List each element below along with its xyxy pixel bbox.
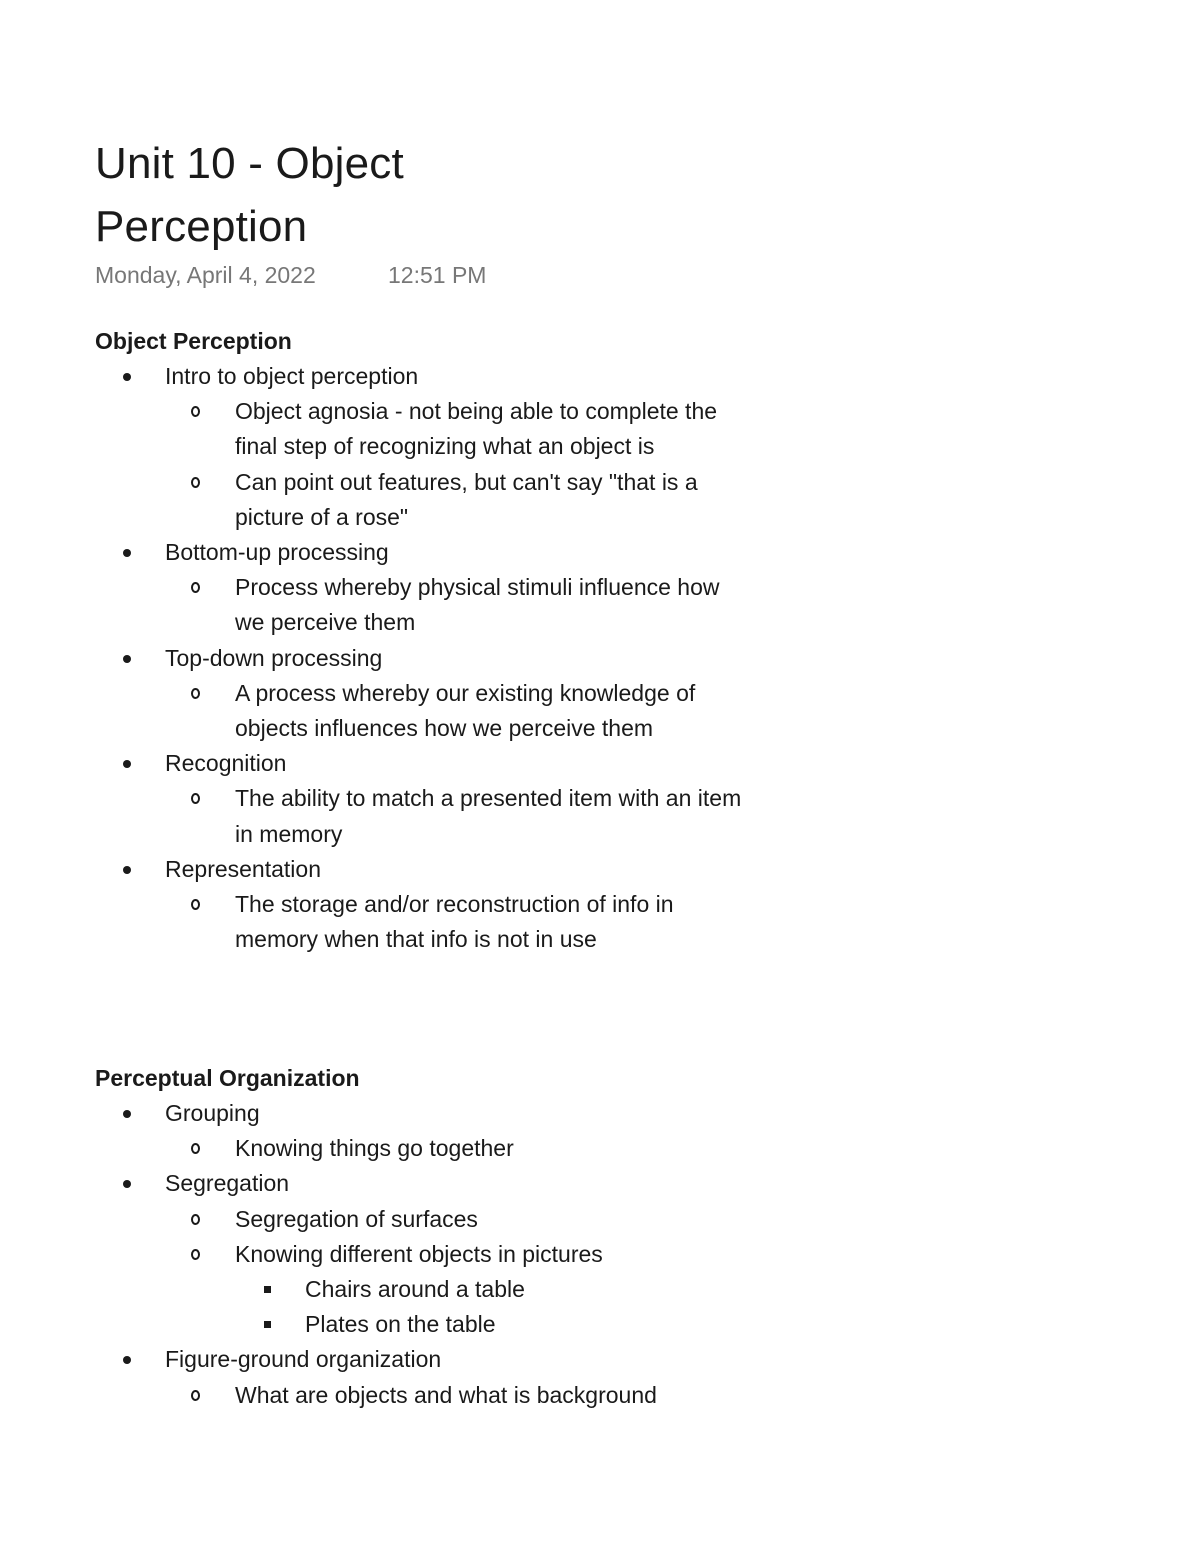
list-item (95, 746, 795, 852)
list-item (95, 1342, 795, 1412)
bullet-dot-icon (123, 549, 131, 557)
sub-list (165, 394, 795, 535)
sub-list-item (165, 887, 795, 957)
page-date: Monday, April 4, 2022 (95, 262, 316, 288)
sub-list-item-text: The ability to match a presented item with an item in memory (235, 785, 742, 847)
list-item-text: Top-down processing (165, 644, 383, 671)
list-item-text: Bottom-up processing (165, 539, 389, 566)
sub-sub-list-item (235, 1272, 795, 1307)
bullet-circle-icon (191, 477, 200, 488)
sub-sub-list-item-text: Plates on the table (305, 1311, 496, 1338)
section-object-perception (95, 324, 795, 957)
sub-list-item (165, 676, 795, 746)
bullet-dot-icon (123, 655, 131, 663)
bullet-dot-icon (123, 1180, 131, 1188)
sub-sub-list-item-text: Chairs around a table (305, 1276, 525, 1303)
bullet-list (95, 359, 795, 957)
bullet-circle-icon (191, 793, 200, 804)
sub-list-item-text: The storage and/or reconstruction of info in memory when that info is not in use (235, 891, 674, 953)
sub-list (165, 781, 795, 851)
sub-list-item-text: Knowing things go together (235, 1135, 514, 1162)
bullet-circle-icon (191, 688, 200, 699)
sub-list-item (165, 1237, 795, 1343)
bullet-circle-icon (191, 899, 200, 910)
bullet-circle-icon (191, 582, 200, 593)
bullet-list (95, 1096, 795, 1413)
bullet-square-icon (264, 1321, 271, 1328)
sub-list (165, 887, 795, 957)
sub-list-item-text: Process whereby physical stimuli influence how we perceive them (235, 574, 720, 636)
list-item-text: Representation (165, 855, 321, 882)
sub-list-item (165, 570, 795, 640)
sub-list (165, 1378, 795, 1413)
sub-list (165, 1131, 795, 1166)
bullet-square-icon (264, 1286, 271, 1293)
page-title: Unit 10 - Object Perception (95, 139, 404, 251)
bullet-circle-icon (191, 1143, 200, 1154)
bullet-dot-icon (123, 1356, 131, 1364)
bullet-circle-icon (191, 1249, 200, 1260)
sub-list (165, 570, 795, 640)
list-item-text: Figure-ground organization (165, 1346, 442, 1373)
section-perceptual-organization (95, 1061, 795, 1413)
list-item-text: Recognition (165, 750, 287, 777)
bullet-dot-icon (123, 373, 131, 381)
list-item (95, 1166, 795, 1342)
sub-list-item-text: What are objects and what is background (235, 1381, 657, 1408)
section-heading: Object Perception (95, 328, 292, 354)
sub-list-item (165, 1378, 795, 1413)
sub-list-item (165, 394, 795, 464)
list-item (95, 359, 795, 535)
bullet-dot-icon (123, 866, 131, 874)
bullet-circle-icon (191, 1214, 200, 1225)
list-item-text: Segregation (165, 1170, 290, 1197)
sub-list-item-text: Knowing different objects in pictures (235, 1240, 603, 1267)
list-item (95, 535, 795, 641)
sub-list (165, 676, 795, 746)
bullet-dot-icon (123, 760, 131, 768)
sub-list-item-text: Object agnosia - not being able to complete the final step of recognizing what an object is (235, 398, 718, 460)
sub-list-item (165, 781, 795, 851)
sub-list-item (165, 1202, 795, 1237)
page-meta (95, 262, 487, 289)
bullet-circle-icon (191, 1390, 200, 1401)
sub-sub-list-item (235, 1307, 795, 1342)
sub-list (165, 1202, 795, 1343)
page-time: 12:51 PM (388, 262, 487, 288)
sub-list-item (165, 465, 795, 535)
sub-list-item (165, 1131, 795, 1166)
sub-sub-list (235, 1272, 795, 1342)
list-item-text: Grouping (165, 1100, 260, 1126)
list-item (95, 641, 795, 747)
list-item (95, 1096, 795, 1166)
sub-list-item-text: Can point out features, but can't say "that is a picture of a rose" (235, 468, 698, 530)
list-item (95, 852, 795, 958)
bullet-dot-icon (123, 1110, 131, 1118)
sub-list-item-text: Segregation of surfaces (235, 1205, 478, 1232)
section-heading: Perceptual Organization (95, 1065, 360, 1091)
list-item-text: Intro to object perception (165, 363, 419, 389)
bullet-circle-icon (191, 406, 200, 417)
sub-list-item-text: A process whereby our existing knowledge of objects influences how we perceive them (235, 679, 696, 742)
